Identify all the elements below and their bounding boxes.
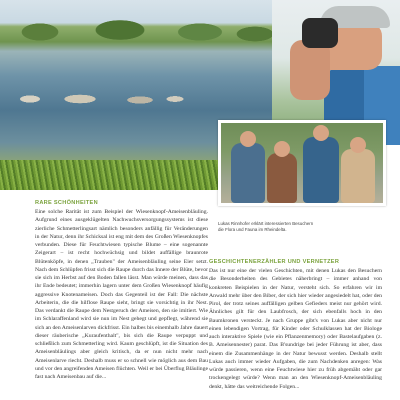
photo-caption: Lukas Rinnhofer erklärt interessierten Besuchern die Flora und Fauna im Rheindelta. [218,221,314,232]
treeline [0,18,272,44]
article-paragraph: Eine solche Rarität ist zum Beispiel der Wiesenknopf-Ameisenbläuling. Aufgrund eines ausgeklügelten Nachwuchsversorgungssystems ist diese zierliche Schmetterlingsart nämlich besonders anfällig für Veränderungen in der Natur, denn ihr Schicksal ist eng mit dem des Großen Wiesenknopfes verbunden. Diese für Feuchtwiesen typische Blume – eine sogenannte Zeigerart – ist recht hochwüchsig und bildet auffällige braunrote Blütenköpfe, in denen „Trauben" der Ameisenbläuling seine Eier setzt. Nach dem Schlüpfen frisst sich die Raupe durch das Innere der Blüte, bevor sie sich im Herbst auf den Boden fallen lässt. Man würde meinen, dass das ihr Ende bedeutet; immerhin lagern unter dem Großen Wiesenknopf häufig aggressive Knotenameisen. Doch das Gegenteil ist der Fall: Die nächste Arbeiterin, die die hilflose Raupe sieht, bringt sie vorsichtig in ihr Nest. Das verdankt die Raupe dem Nestgeruch der Ameisen, den sie imitiert. Wie im Schlaraffenland wird sie nun im Nest gehegt und gepflegt, während sie sich an den Ameisenlarven dickfrisst. Ein halbes bis einemhalb Jahre dauert dieser räuberische „Kuraufenthalt", bis sich die Raupe verpuppt und schließlich zum Schmetterling wird. Kaum geschlüpft, ist die Situation des Ameisenbläulings aber gleich kritisch, da er nun nicht mehr nach Ameisenlarve riecht. Deshalb muss er so schnell wie möglich aus dem Bau und vor den angreifenden Ameisen flüchten. Weil er bei Überflug Bläulinge fast nach Ameisenbau auf die... [35,209,208,380]
section-heading-storyteller: GESCHICHTENERZÄHLER UND VERNETZER [209,259,340,265]
article-column-left [35,208,208,400]
person-head [274,141,290,157]
person-head [313,125,329,141]
article-column-right [209,267,382,400]
person [341,149,375,203]
person [231,143,265,203]
person [303,137,339,203]
group-exploring-nature-photo [218,120,386,206]
arm [290,40,330,100]
binoculars-icon [302,18,338,48]
person-head [350,137,366,153]
article-paragraph: Das ist nur eine der vielen Geschichten, mit denen Lukas den Besuchern die Besonderheiten des Gebietes näherbringt – immer anhand von konkreten Beispielen in der Natur, versteht sich. So erfahren wir im Anwald mehr über den Biber, der sich hier wieder angesiedelt hat, oder den Pirol, der trotz seines auffälligen gelben Gefieders meist nur gehört wird. Ähnliches gilt für den Laubfrosch, der sich ebenfalls hoch in den Baumkronen versteckt. Je nach Gruppe gibt's von Lukas aber nicht nur einen lebendigen Vortrag, für Kinder oder Schulklassen hat der Biologe auch interaktive Spiele (wie ein Pflanzenmemory) oder Bastelaufgaben (z. B. Ameisennester) parat. Das B'sundrige bei jeder Führung ist aber, dass einem die Zusammenhänge in der Natur bewusst werden. Deshalb stellt Lukas auch immer wieder Aufgaben, die zum Nachdenken anregen: Was würde passieren, wenn eine Feuchtwiese hier zu früh abgemäht oder gar trockengelegt würde? Wenn man an den Wiesenknopf-Ameisenbläuling denkt, hätte das weitreichende Folgen... [209,268,382,390]
river-stones [10,92,190,106]
person-head [240,131,256,147]
person [267,153,297,203]
section-heading-rare: RARE SCHÖNHEITEN [35,200,98,206]
